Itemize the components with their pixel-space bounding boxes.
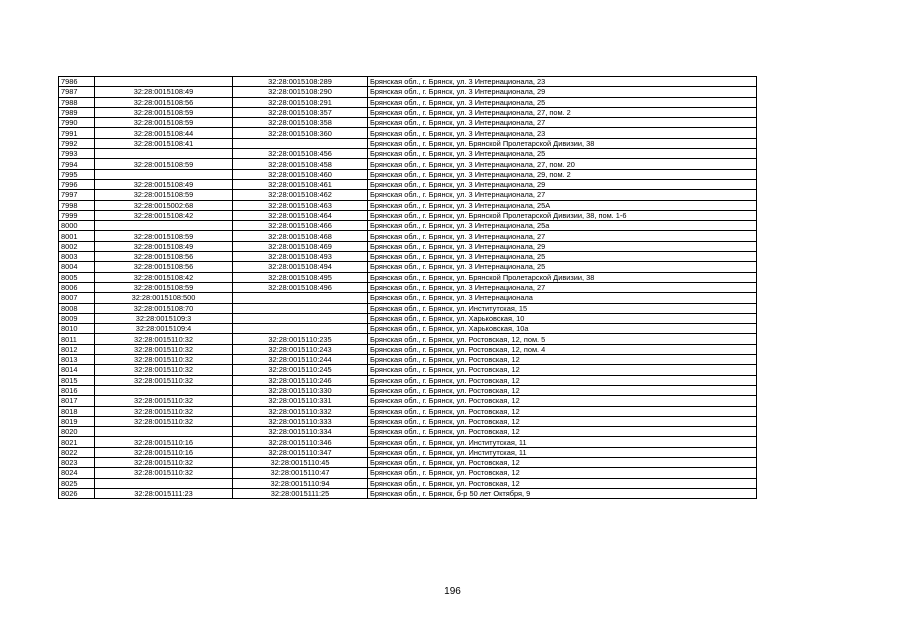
cadastral-number-cell: 32:28:0015108:59 <box>95 107 233 117</box>
address-cell: Брянская обл., г. Брянск, ул. 3 Интернационала, 27 <box>368 282 757 292</box>
table-row <box>59 252 757 262</box>
row-number-cell: 7988 <box>59 97 95 107</box>
object-cadastral-number-cell <box>233 303 368 313</box>
address-cell: Брянская обл., г. Брянск, ул. 3 Интернационала, 27, пом. 20 <box>368 159 757 169</box>
object-cadastral-number-cell: 32:28:0015110:347 <box>233 447 368 457</box>
table-row <box>59 149 757 159</box>
object-cadastral-number-cell: 32:28:0015110:94 <box>233 478 368 488</box>
address-cell: Брянская обл., г. Брянск, ул. 3 Интернационала, 25а <box>368 221 757 231</box>
row-number-cell: 7997 <box>59 190 95 200</box>
object-cadastral-number-cell: 32:28:0015110:332 <box>233 406 368 416</box>
table-row <box>59 447 757 457</box>
address-cell: Брянская обл., г. Брянск, ул. Ростовская, 12 <box>368 355 757 365</box>
row-number-cell: 8019 <box>59 416 95 426</box>
address-cell: Брянская обл., г. Брянск, ул. Ростовская, 12, пом. 4 <box>368 344 757 354</box>
row-number-cell: 8020 <box>59 427 95 437</box>
address-cell: Брянская обл., г. Брянск, б-р 50 лет Октября, 9 <box>368 488 757 498</box>
object-cadastral-number-cell: 32:28:0015108:464 <box>233 210 368 220</box>
table-row <box>59 416 757 426</box>
row-number-cell: 8024 <box>59 468 95 478</box>
address-cell: Брянская обл., г. Брянск, ул. 3 Интернационала, 25 <box>368 149 757 159</box>
table-row <box>59 210 757 220</box>
object-cadastral-number-cell: 32:28:0015108:462 <box>233 190 368 200</box>
row-number-cell: 8025 <box>59 478 95 488</box>
table-row <box>59 221 757 231</box>
row-number-cell: 7999 <box>59 210 95 220</box>
cadastral-number-cell: 32:28:0015110:32 <box>95 334 233 344</box>
row-number-cell: 7994 <box>59 159 95 169</box>
object-cadastral-number-cell: 32:28:0015110:333 <box>233 416 368 426</box>
object-cadastral-number-cell: 32:28:0015108:494 <box>233 262 368 272</box>
row-number-cell: 7989 <box>59 107 95 117</box>
table-row <box>59 262 757 272</box>
row-number-cell: 7986 <box>59 77 95 87</box>
object-cadastral-number-cell: 32:28:0015110:346 <box>233 437 368 447</box>
table-row <box>59 87 757 97</box>
row-number-cell: 8004 <box>59 262 95 272</box>
address-cell: Брянская обл., г. Брянск, ул. 3 Интернационала, 29 <box>368 241 757 251</box>
object-cadastral-number-cell: 32:28:0015110:334 <box>233 427 368 437</box>
cadastral-number-cell: 32:28:0015110:16 <box>95 447 233 457</box>
row-number-cell: 8017 <box>59 396 95 406</box>
cadastral-number-cell: 32:28:0015108:56 <box>95 97 233 107</box>
row-number-cell: 8014 <box>59 365 95 375</box>
row-number-cell: 8007 <box>59 293 95 303</box>
object-cadastral-number-cell: 32:28:0015108:456 <box>233 149 368 159</box>
table-row <box>59 179 757 189</box>
row-number-cell: 8011 <box>59 334 95 344</box>
address-cell: Брянская обл., г. Брянск, ул. Брянской Пролетарской Дивизии, 38, пом. 1-6 <box>368 210 757 220</box>
address-cell: Брянская обл., г. Брянск, ул. Институтская, 15 <box>368 303 757 313</box>
cadastral-number-cell <box>95 149 233 159</box>
cadastral-number-cell: 32:28:0015108:49 <box>95 87 233 97</box>
object-cadastral-number-cell: 32:28:0015108:495 <box>233 272 368 282</box>
address-cell: Брянская обл., г. Брянск, ул. Институтская, 11 <box>368 447 757 457</box>
cadastral-number-cell: 32:28:0015108:59 <box>95 118 233 128</box>
table-row <box>59 118 757 128</box>
object-cadastral-number-cell: 32:28:0015108:463 <box>233 200 368 210</box>
table-row <box>59 406 757 416</box>
address-cell: Брянская обл., г. Брянск, ул. 3 Интернационала, 25 <box>368 252 757 262</box>
address-cell: Брянская обл., г. Брянск, ул. 3 Интернационала, 29, пом. 2 <box>368 169 757 179</box>
address-cell: Брянская обл., г. Брянск, ул. 3 Интернационала, 25 <box>368 97 757 107</box>
address-cell: Брянская обл., г. Брянск, ул. 3 Интернационала, 25 <box>368 262 757 272</box>
table-row <box>59 385 757 395</box>
address-cell: Брянская обл., г. Брянск, ул. Ростовская, 12, пом. 5 <box>368 334 757 344</box>
object-cadastral-number-cell <box>233 324 368 334</box>
table-row <box>59 107 757 117</box>
object-cadastral-number-cell: 32:28:0015108:460 <box>233 169 368 179</box>
object-cadastral-number-cell: 32:28:0015108:291 <box>233 97 368 107</box>
cadastral-number-cell: 32:28:0015110:32 <box>95 355 233 365</box>
address-cell: Брянская обл., г. Брянск, ул. Ростовская, 12 <box>368 427 757 437</box>
cadastral-number-cell: 32:28:0015108:44 <box>95 128 233 138</box>
cadastral-number-cell: 32:28:0015110:32 <box>95 416 233 426</box>
address-cell: Брянская обл., г. Брянск, ул. Ростовская, 12 <box>368 416 757 426</box>
row-number-cell: 8012 <box>59 344 95 354</box>
address-cell: Брянская обл., г. Брянск, ул. Ростовская, 12 <box>368 478 757 488</box>
address-cell: Брянская обл., г. Брянск, ул. 3 Интернационала, 27 <box>368 118 757 128</box>
object-cadastral-number-cell: 32:28:0015108:493 <box>233 252 368 262</box>
table-row <box>59 344 757 354</box>
address-cell: Брянская обл., г. Брянск, ул. Ростовская, 12 <box>368 365 757 375</box>
address-cell: Брянская обл., г. Брянск, ул. 3 Интернационала, 23 <box>368 77 757 87</box>
row-number-cell: 8006 <box>59 282 95 292</box>
address-cell: Брянская обл., г. Брянск, ул. Ростовская, 12 <box>368 385 757 395</box>
table-row <box>59 159 757 169</box>
cadastral-number-cell: 32:28:0015108:49 <box>95 241 233 251</box>
row-number-cell: 7996 <box>59 179 95 189</box>
address-cell: Брянская обл., г. Брянск, ул. Харьковская, 10а <box>368 324 757 334</box>
cadastral-number-cell: 32:28:0015108:70 <box>95 303 233 313</box>
row-number-cell: 8018 <box>59 406 95 416</box>
address-cell: Брянская обл., г. Брянск, ул. Ростовская, 12 <box>368 468 757 478</box>
object-cadastral-number-cell: 32:28:0015110:331 <box>233 396 368 406</box>
table-row <box>59 437 757 447</box>
table-row <box>59 396 757 406</box>
cadastral-number-cell: 32:28:0015109:3 <box>95 313 233 323</box>
object-cadastral-number-cell: 32:28:0015111:25 <box>233 488 368 498</box>
address-cell: Брянская обл., г. Брянск, ул. Ростовская, 12 <box>368 406 757 416</box>
row-number-cell: 8001 <box>59 231 95 241</box>
address-cell: Брянская обл., г. Брянск, ул. 3 Интернационала, 27 <box>368 231 757 241</box>
cadastral-number-cell: 32:28:0015110:32 <box>95 457 233 467</box>
object-cadastral-number-cell: 32:28:0015108:290 <box>233 87 368 97</box>
row-number-cell: 8016 <box>59 385 95 395</box>
cadastral-number-cell: 32:28:0015108:42 <box>95 210 233 220</box>
address-cell: Брянская обл., г. Брянск, ул. 3 Интернационала, 29 <box>368 179 757 189</box>
object-cadastral-number-cell: 32:28:0015108:496 <box>233 282 368 292</box>
table-row <box>59 241 757 251</box>
cadastral-number-cell: 32:28:0015108:59 <box>95 159 233 169</box>
object-cadastral-number-cell <box>233 138 368 148</box>
address-cell: Брянская обл., г. Брянск, ул. Институтская, 11 <box>368 437 757 447</box>
cadastral-number-cell: 32:28:0015110:32 <box>95 344 233 354</box>
object-cadastral-number-cell: 32:28:0015110:243 <box>233 344 368 354</box>
object-cadastral-number-cell: 32:28:0015108:468 <box>233 231 368 241</box>
table-row <box>59 303 757 313</box>
object-cadastral-number-cell: 32:28:0015110:246 <box>233 375 368 385</box>
table-row <box>59 200 757 210</box>
object-cadastral-number-cell: 32:28:0015108:466 <box>233 221 368 231</box>
object-cadastral-number-cell: 32:28:0015108:357 <box>233 107 368 117</box>
cadastral-number-cell <box>95 169 233 179</box>
address-cell: Брянская обл., г. Брянск, ул. 3 Интернационала, 27 <box>368 190 757 200</box>
cadastral-number-cell: 32:28:0015110:32 <box>95 375 233 385</box>
table-row <box>59 334 757 344</box>
address-cell: Брянская обл., г. Брянск, ул. Брянской Пролетарской Дивизии, 38 <box>368 272 757 282</box>
object-cadastral-number-cell: 32:28:0015108:461 <box>233 179 368 189</box>
object-cadastral-number-cell: 32:28:0015110:47 <box>233 468 368 478</box>
table-body <box>59 77 757 499</box>
table-row <box>59 231 757 241</box>
row-number-cell: 7990 <box>59 118 95 128</box>
table-row <box>59 128 757 138</box>
table-row <box>59 427 757 437</box>
page-number: 196 <box>444 586 461 597</box>
cadastral-number-cell: 32:28:0015111:23 <box>95 488 233 498</box>
table-row <box>59 293 757 303</box>
table-row <box>59 313 757 323</box>
address-cell: Брянская обл., г. Брянск, ул. 3 Интернационала, 25А <box>368 200 757 210</box>
table-row <box>59 488 757 498</box>
cadastral-number-cell <box>95 478 233 488</box>
address-cell: Брянская обл., г. Брянск, ул. Ростовская, 12 <box>368 375 757 385</box>
row-number-cell: 8003 <box>59 252 95 262</box>
row-number-cell: 7992 <box>59 138 95 148</box>
row-number-cell: 7995 <box>59 169 95 179</box>
table-row <box>59 169 757 179</box>
row-number-cell: 8026 <box>59 488 95 498</box>
object-cadastral-number-cell <box>233 313 368 323</box>
cadastral-number-cell: 32:28:0015108:500 <box>95 293 233 303</box>
table-row <box>59 282 757 292</box>
table-row <box>59 457 757 467</box>
address-cell: Брянская обл., г. Брянск, ул. 3 Интернационала <box>368 293 757 303</box>
table-row <box>59 77 757 87</box>
address-cell: Брянская обл., г. Брянск, ул. Брянской Пролетарской Дивизии, 38 <box>368 138 757 148</box>
row-number-cell: 8009 <box>59 313 95 323</box>
cadastral-number-cell: 32:28:0015108:49 <box>95 179 233 189</box>
cadastral-number-cell: 32:28:0015108:41 <box>95 138 233 148</box>
cadastral-number-cell: 32:28:0015108:56 <box>95 262 233 272</box>
row-number-cell: 8013 <box>59 355 95 365</box>
row-number-cell: 7987 <box>59 87 95 97</box>
row-number-cell: 7998 <box>59 200 95 210</box>
cadastral-number-cell: 32:28:0015109:4 <box>95 324 233 334</box>
row-number-cell: 8023 <box>59 457 95 467</box>
cadastral-number-cell <box>95 77 233 87</box>
cadastral-number-cell: 32:28:0015108:56 <box>95 252 233 262</box>
row-number-cell: 8002 <box>59 241 95 251</box>
object-cadastral-number-cell: 32:28:0015110:45 <box>233 457 368 467</box>
object-cadastral-number-cell: 32:28:0015110:330 <box>233 385 368 395</box>
address-cell: Брянская обл., г. Брянск, ул. 3 Интернационала, 27, пом. 2 <box>368 107 757 117</box>
table-row <box>59 190 757 200</box>
table-row <box>59 272 757 282</box>
address-cell: Брянская обл., г. Брянск, ул. Харьковская, 10 <box>368 313 757 323</box>
row-number-cell: 7993 <box>59 149 95 159</box>
row-number-cell: 8015 <box>59 375 95 385</box>
cadastral-number-cell <box>95 385 233 395</box>
object-cadastral-number-cell: 32:28:0015108:469 <box>233 241 368 251</box>
object-cadastral-number-cell: 32:28:0015108:358 <box>233 118 368 128</box>
row-number-cell: 7991 <box>59 128 95 138</box>
address-cell: Брянская обл., г. Брянск, ул. 3 Интернационала, 23 <box>368 128 757 138</box>
table-row <box>59 355 757 365</box>
object-cadastral-number-cell: 32:28:0015110:235 <box>233 334 368 344</box>
row-number-cell: 8005 <box>59 272 95 282</box>
cadastral-number-cell: 32:28:0015110:32 <box>95 365 233 375</box>
table-row <box>59 375 757 385</box>
cadastral-number-cell: 32:28:0015108:59 <box>95 190 233 200</box>
cadastral-number-cell: 32:28:0015108:42 <box>95 272 233 282</box>
cadastral-number-cell: 32:28:0015110:32 <box>95 396 233 406</box>
cadastral-number-cell: 32:28:0015002:68 <box>95 200 233 210</box>
property-registry-table <box>58 76 757 499</box>
cadastral-number-cell: 32:28:0015110:32 <box>95 468 233 478</box>
row-number-cell: 8010 <box>59 324 95 334</box>
object-cadastral-number-cell: 32:28:0015108:289 <box>233 77 368 87</box>
table-row <box>59 324 757 334</box>
cadastral-number-cell <box>95 427 233 437</box>
row-number-cell: 8022 <box>59 447 95 457</box>
object-cadastral-number-cell <box>233 293 368 303</box>
object-cadastral-number-cell: 32:28:0015108:360 <box>233 128 368 138</box>
row-number-cell: 8000 <box>59 221 95 231</box>
table-row <box>59 478 757 488</box>
cadastral-number-cell: 32:28:0015108:59 <box>95 282 233 292</box>
cadastral-number-cell: 32:28:0015110:16 <box>95 437 233 447</box>
cadastral-number-cell <box>95 221 233 231</box>
object-cadastral-number-cell: 32:28:0015110:244 <box>233 355 368 365</box>
table-row <box>59 97 757 107</box>
cadastral-number-cell: 32:28:0015110:32 <box>95 406 233 416</box>
table-row <box>59 365 757 375</box>
address-cell: Брянская обл., г. Брянск, ул. Ростовская, 12 <box>368 396 757 406</box>
table-row <box>59 468 757 478</box>
object-cadastral-number-cell: 32:28:0015110:245 <box>233 365 368 375</box>
row-number-cell: 8021 <box>59 437 95 447</box>
address-cell: Брянская обл., г. Брянск, ул. 3 Интернационала, 29 <box>368 87 757 97</box>
cadastral-number-cell: 32:28:0015108:59 <box>95 231 233 241</box>
table-row <box>59 138 757 148</box>
address-cell: Брянская обл., г. Брянск, ул. Ростовская, 12 <box>368 457 757 467</box>
object-cadastral-number-cell: 32:28:0015108:458 <box>233 159 368 169</box>
row-number-cell: 8008 <box>59 303 95 313</box>
